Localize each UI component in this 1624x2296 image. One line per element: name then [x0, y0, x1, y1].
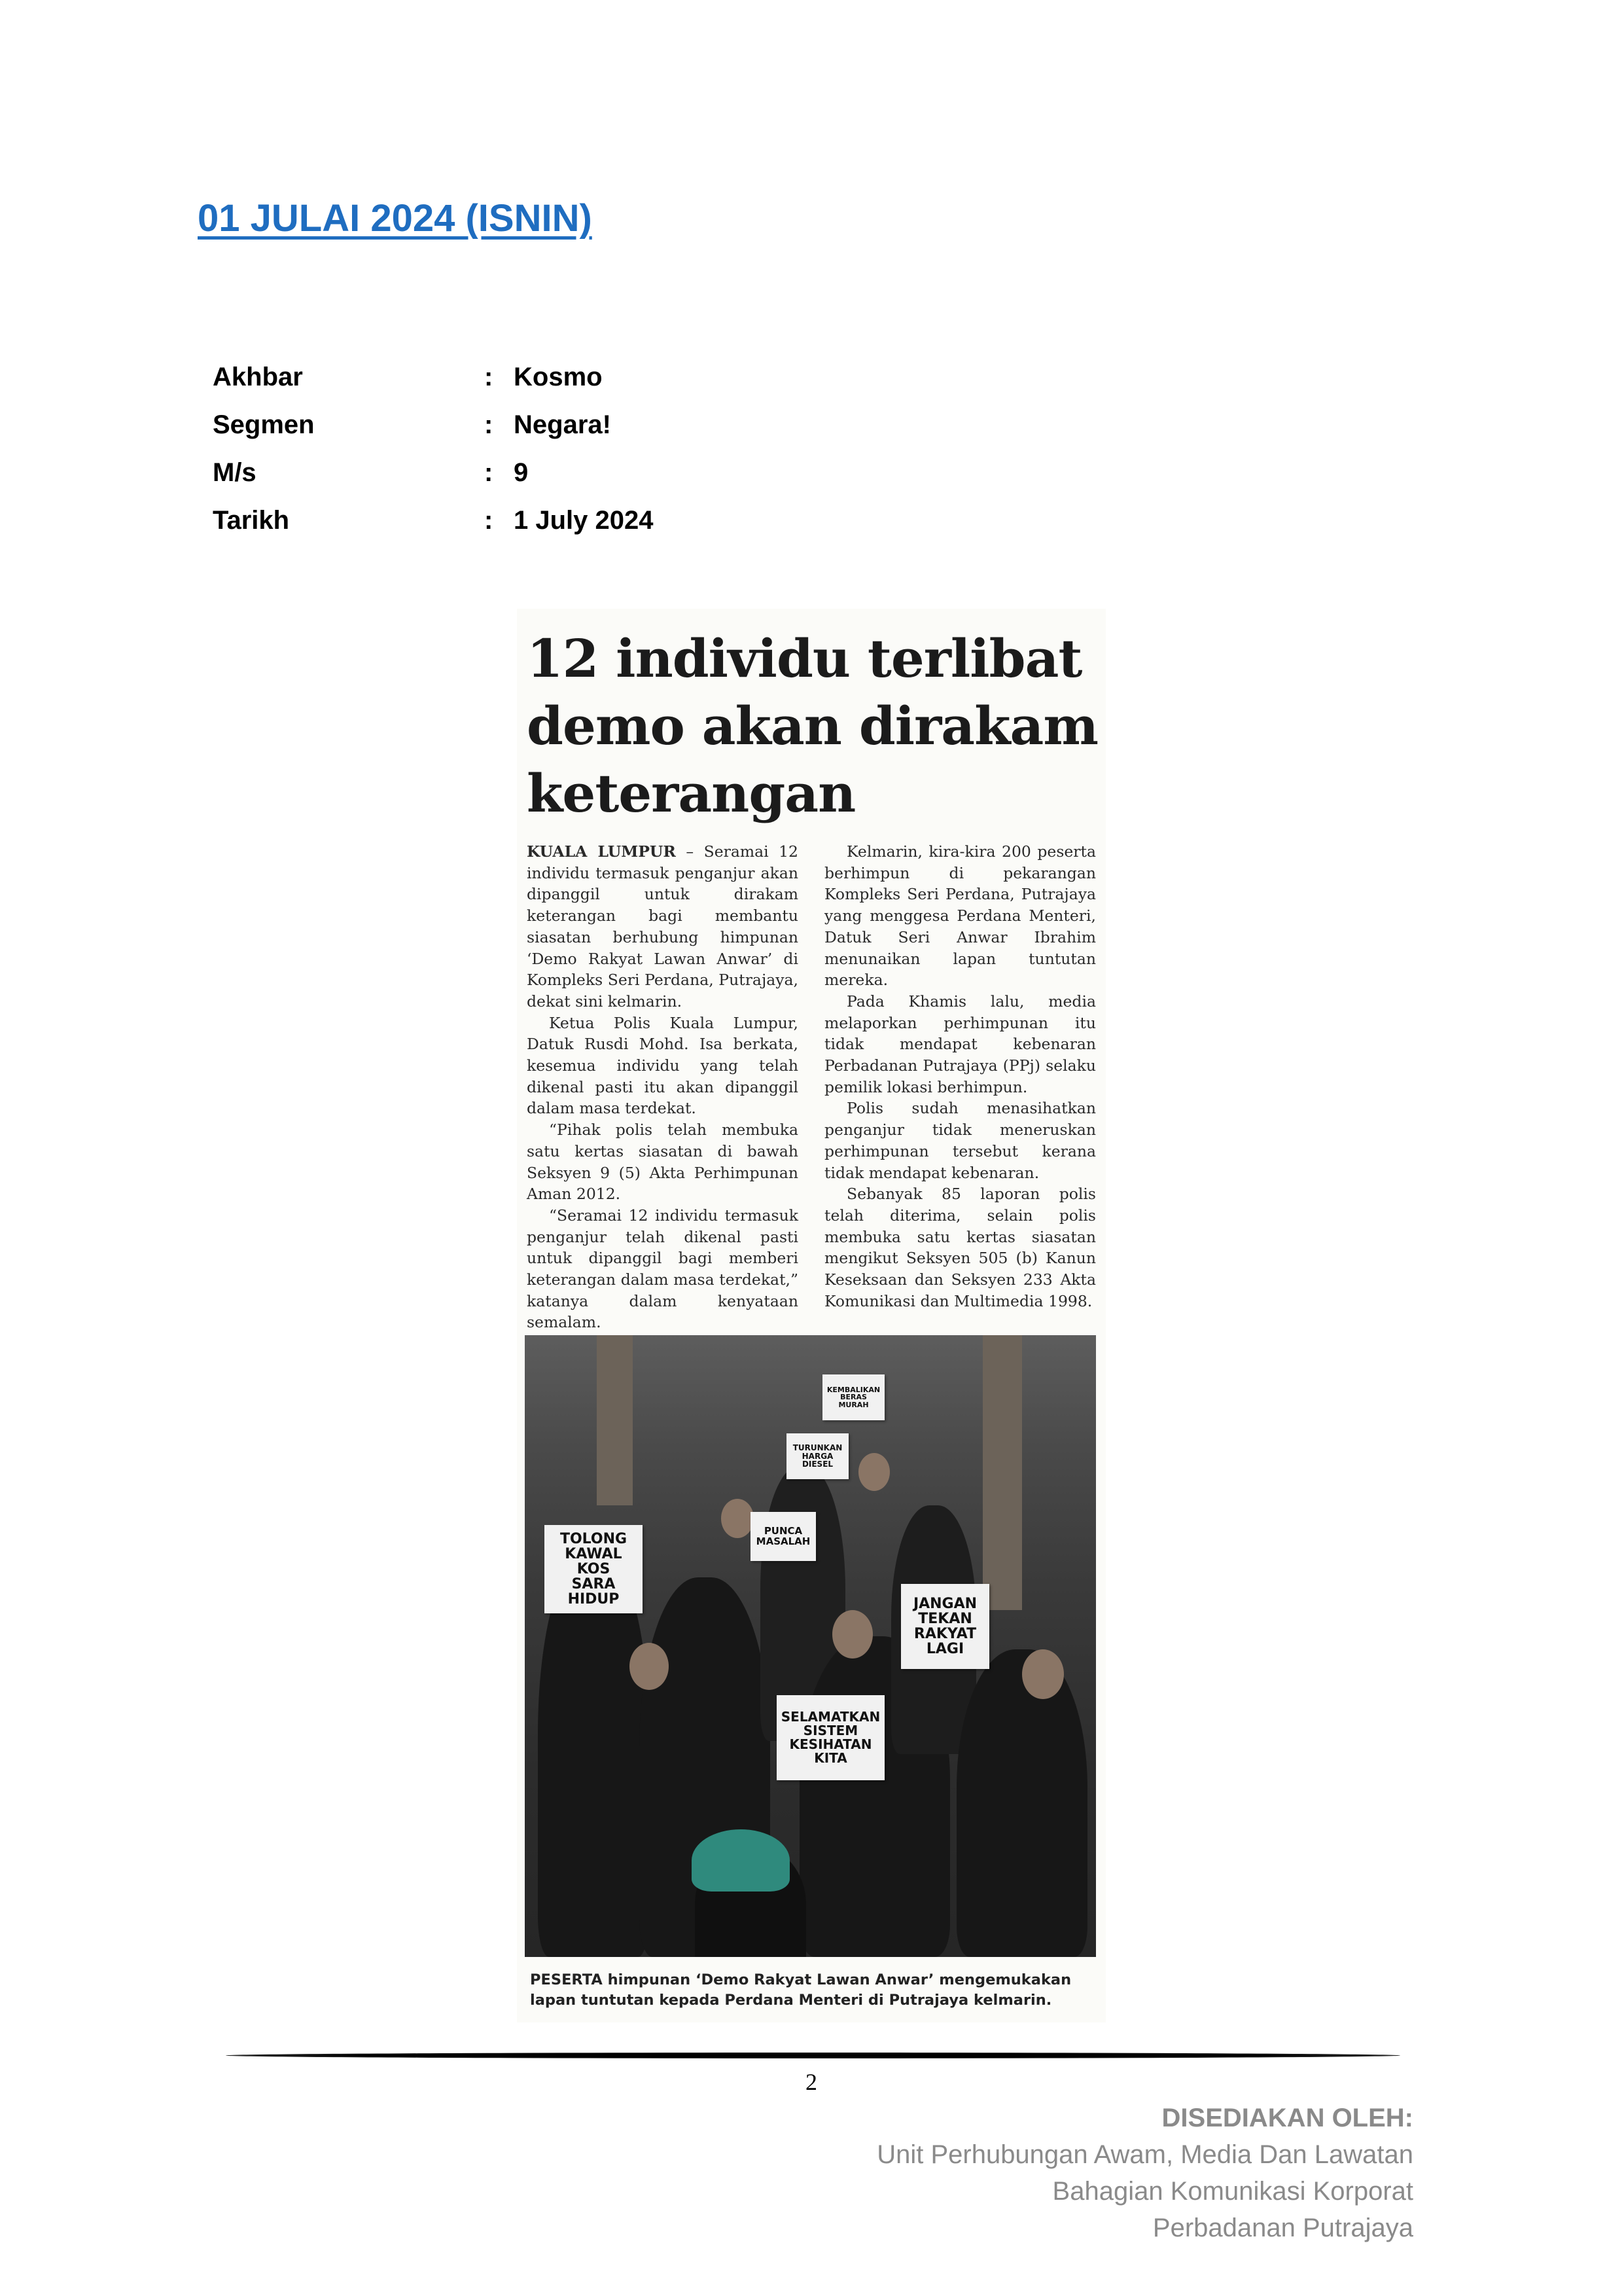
newspaper-clipping	[517, 609, 1106, 2022]
article-paragraph: “Seramai 12 individu termasuk penganjur telah dikenal pasti untuk dipanggil bagi memberi keterangan dalam masa terdekat,” katanya dalam kenyataan semalam.	[527, 1206, 798, 1332]
placard: KEMBALIKAN BERAS MURAH	[822, 1374, 885, 1420]
article-column-left	[527, 841, 798, 1333]
article-column-right	[824, 841, 1096, 1312]
meta-label: M/s	[213, 458, 256, 487]
meta-row-akhbar	[213, 353, 654, 401]
meta-value: 9	[514, 458, 529, 487]
article-paragraph: Ketua Polis Kuala Lumpur, Datuk Rusdi Mohd. Isa berkata, kesemua individu yang telah dikenal pasti itu akan dipanggil dalam masa terdekat.	[527, 1013, 798, 1118]
meta-row-tarikh	[213, 497, 654, 545]
meta-colon: :	[484, 363, 493, 391]
prepared-by-title: DISEDIAKAN OLEH:	[1161, 2104, 1413, 2132]
date-heading: 01 JULAI 2024 (ISNIN)	[198, 197, 592, 240]
footer-divider	[226, 2053, 1400, 2058]
article-paragraph: Pada Khamis lalu, media melaporkan perhimpunan itu tidak mendapat kebenaran Perbadanan Putrajaya (PPj) selaku pemilik lokasi berhimpun.	[824, 992, 1096, 1096]
article-paragraph-text: – Seramai 12 individu termasuk penganjur akan dipanggil untuk dirakam keterangan bagi membantu siasatan berhubung himpunan ‘Demo Rakyat Lawan Anwar’ di Kompleks Seri Perdana, Putrajaya, dekat sini kelmarin.	[527, 842, 799, 1011]
placard: PUNCA MASALAH	[750, 1512, 816, 1561]
photo-caption: PESERTA himpunan ‘Demo Rakyat Lawan Anwar’ mengemukakan lapan tuntutan kepada Perdana Menteri di Putrajaya kelmarin.	[530, 1971, 1072, 2009]
meta-label: Akhbar	[213, 363, 303, 391]
article-headline: 12 individu terlibat demo akan dirakam keterangan	[527, 628, 1099, 824]
meta-colon: :	[484, 458, 493, 487]
article-dateline: KUALA LUMPUR	[527, 842, 676, 861]
placard: SELAMATKAN SISTEM KESIHATAN KITA	[777, 1695, 885, 1780]
prepared-by-line: Perbadanan Putrajaya	[1152, 2214, 1413, 2242]
prepared-by-line: Unit Perhubungan Awam, Media Dan Lawatan	[877, 2140, 1413, 2169]
meta-row-segmen	[213, 401, 654, 449]
placard: JANGAN TEKAN RAKYAT LAGI	[901, 1584, 989, 1669]
meta-value: 1 July 2024	[514, 506, 654, 535]
article-paragraph: “Pihak polis telah membuka satu kertas siasatan di bawah Seksyen 9 (5) Akta Perhimpunan Aman 2012.	[527, 1121, 798, 1204]
meta-value: Kosmo	[514, 363, 603, 391]
placard: TURUNKAN HARGA DIESEL	[786, 1433, 849, 1479]
article-paragraph: Sebanyak 85 laporan polis telah diterima, selain polis membuka satu kertas siasatan mengikut Seksyen 505 (b) Kanun Keseksaan dan Seksyen 233 Akta Komunikasi dan Multimedia 1998.	[824, 1185, 1096, 1310]
article-paragraph: Kelmarin, kira-kira 200 peserta berhimpun di pekarangan Kompleks Seri Perdana, Putrajaya yang menggesa Perdana Menteri, Datuk Seri Anwar Ibrahim menunaikan lapan tuntutan mereka.	[824, 842, 1096, 990]
meta-label: Segmen	[213, 410, 315, 439]
page-number: 2	[805, 2069, 817, 2095]
placard: TOLONG KAWAL KOS SARA HIDUP	[544, 1525, 643, 1613]
protest-photo	[525, 1335, 1096, 1957]
prepared-by-block	[877, 2100, 1413, 2246]
meta-colon: :	[484, 506, 493, 535]
article-paragraph	[527, 841, 798, 1013]
meta-value: Negara!	[514, 410, 611, 439]
meta-row-ms	[213, 449, 654, 497]
prepared-by-line: Bahagian Komunikasi Korporat	[1052, 2177, 1413, 2206]
article-meta-table	[213, 353, 654, 545]
meta-colon: :	[484, 410, 493, 439]
article-paragraph: Polis sudah menasihatkan penganjur tidak meneruskan perhimpunan tersebut kerana tidak mendapat kebenaran.	[824, 1099, 1096, 1182]
meta-label: Tarikh	[213, 506, 290, 535]
